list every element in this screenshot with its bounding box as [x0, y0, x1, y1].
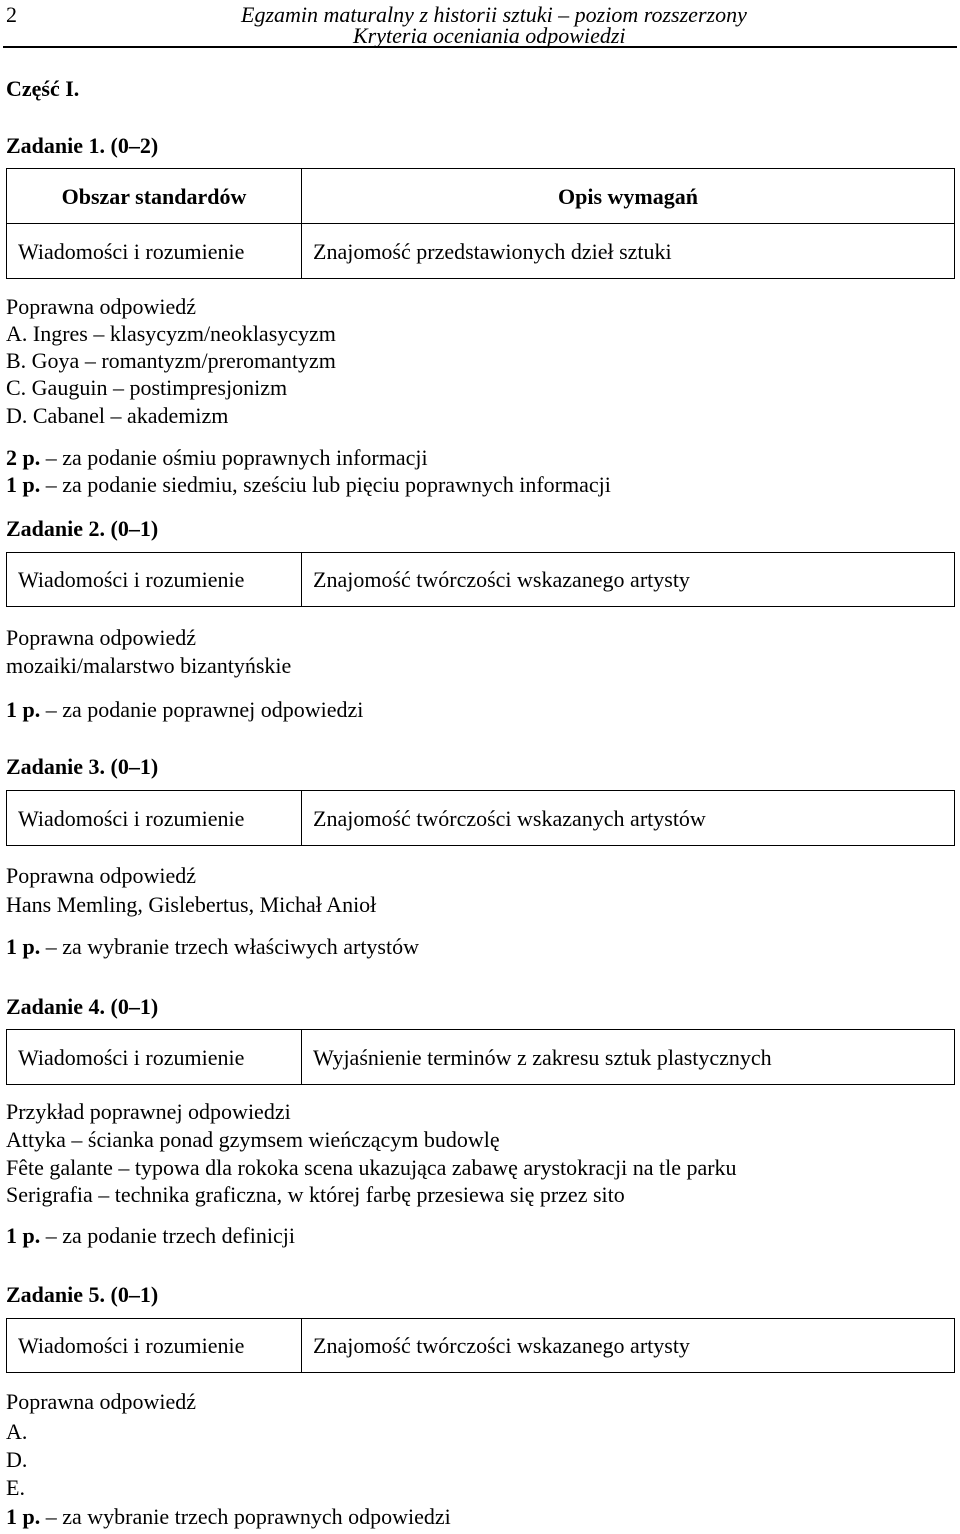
requirement-description: Wyjaśnienie terminów z zakresu sztuk plastycznych — [302, 1030, 955, 1085]
requirement-description: Znajomość twórczości wskazanych artystów — [302, 791, 955, 846]
requirement-description: Znajomość twórczości wskazanego artysty — [302, 553, 955, 607]
table-row — [7, 224, 955, 279]
standards-area: Wiadomości i rozumienie — [7, 1319, 302, 1373]
task1-requirements-table — [6, 168, 955, 279]
score-points: 1 p. — [6, 934, 41, 959]
header-title: Egzamin maturalny z historii sztuki – poziom rozszerzony — [241, 2, 747, 27]
score-points: 1 p. — [6, 1223, 41, 1248]
task3-answer-label: Poprawna odpowiedź — [6, 863, 197, 888]
task5-answer-a: A. — [6, 1419, 28, 1444]
score-points: 2 p. — [6, 445, 41, 470]
task1-score-2 — [6, 444, 428, 471]
table-row — [7, 1319, 955, 1373]
header-subtitle: Kryteria oceniania odpowiedzi — [353, 23, 626, 48]
table-row — [7, 791, 955, 846]
col-header-requirements: Opis wymagań — [302, 169, 955, 224]
col-header-standards: Obszar standardów — [7, 169, 302, 224]
task3-title: Zadanie 3. (0–1) — [6, 754, 159, 779]
task4-answer-label: Przykład poprawnej odpowiedzi — [6, 1099, 291, 1124]
task1-score-1 — [6, 471, 611, 498]
task5-answer-d: D. — [6, 1447, 28, 1472]
score-criteria: – za wybranie trzech poprawnych odpowiedzi — [40, 1504, 451, 1529]
task2-requirements-table — [6, 552, 955, 607]
task4-answer-attyka: Attyka – ścianka ponad gzymsem wieńczącym budowlę — [6, 1127, 500, 1152]
requirement-description: Znajomość przedstawionych dzieł sztuki — [302, 224, 955, 279]
score-criteria: – za podanie poprawnej odpowiedzi — [40, 697, 364, 722]
section-title: Część I. — [6, 76, 80, 101]
task5-answer-label: Poprawna odpowiedź — [6, 1389, 197, 1414]
score-points: 1 p. — [6, 697, 41, 722]
score-criteria: – za podanie siedmiu, sześciu lub pięciu poprawnych informacji — [40, 472, 611, 497]
task4-score — [6, 1222, 295, 1249]
task5-title: Zadanie 5. (0–1) — [6, 1282, 159, 1307]
table-row — [7, 553, 955, 607]
header-divider — [3, 46, 957, 48]
task1-answer-d: D. Cabanel – akademizm — [6, 403, 229, 428]
standards-area: Wiadomości i rozumienie — [7, 553, 302, 607]
requirement-description: Znajomość twórczości wskazanego artysty — [302, 1319, 955, 1373]
task3-score — [6, 933, 419, 960]
table-row — [7, 1030, 955, 1085]
task1-answer-b: B. Goya – romantyzm/preromantyzm — [6, 348, 336, 373]
task5-requirements-table — [6, 1318, 955, 1373]
task1-answer-a: A. Ingres – klasycyzm/neoklasycyzm — [6, 321, 336, 346]
standards-area: Wiadomości i rozumienie — [7, 791, 302, 846]
score-criteria: – za podanie trzech definicji — [40, 1223, 295, 1248]
task2-title: Zadanie 2. (0–1) — [6, 516, 159, 541]
task3-answer: Hans Memling, Gislebertus, Michał Anioł — [6, 892, 377, 917]
standards-area: Wiadomości i rozumienie — [7, 224, 302, 279]
task5-score — [6, 1503, 451, 1530]
task4-answer-serigrafia: Serigrafia – technika graficzna, w której farbę przesiewa się przez sito — [6, 1182, 625, 1207]
task2-answer-label: Poprawna odpowiedź — [6, 625, 197, 650]
task1-answer-label: Poprawna odpowiedź — [6, 294, 197, 319]
task4-answer-fete-galante: Fête galante – typowa dla rokoka scena ukazująca zabawę arystokracji na tle parku — [6, 1155, 737, 1180]
task2-answer: mozaiki/malarstwo bizantyńskie — [6, 653, 292, 678]
task1-answer-c: C. Gauguin – postimpresjonizm — [6, 375, 288, 400]
table-header-row — [7, 169, 955, 224]
task5-answer-e: E. — [6, 1475, 25, 1500]
task4-title: Zadanie 4. (0–1) — [6, 994, 159, 1019]
standards-area: Wiadomości i rozumienie — [7, 1030, 302, 1085]
task1-title: Zadanie 1. (0–2) — [6, 133, 159, 158]
page-number: 2 — [6, 2, 17, 27]
score-points: 1 p. — [6, 472, 41, 497]
score-points: 1 p. — [6, 1504, 41, 1529]
score-criteria: – za podanie ośmiu poprawnych informacji — [40, 445, 428, 470]
score-criteria: – za wybranie trzech właściwych artystów — [40, 934, 419, 959]
task3-requirements-table — [6, 790, 955, 846]
task2-score — [6, 696, 363, 723]
task4-requirements-table — [6, 1029, 955, 1085]
